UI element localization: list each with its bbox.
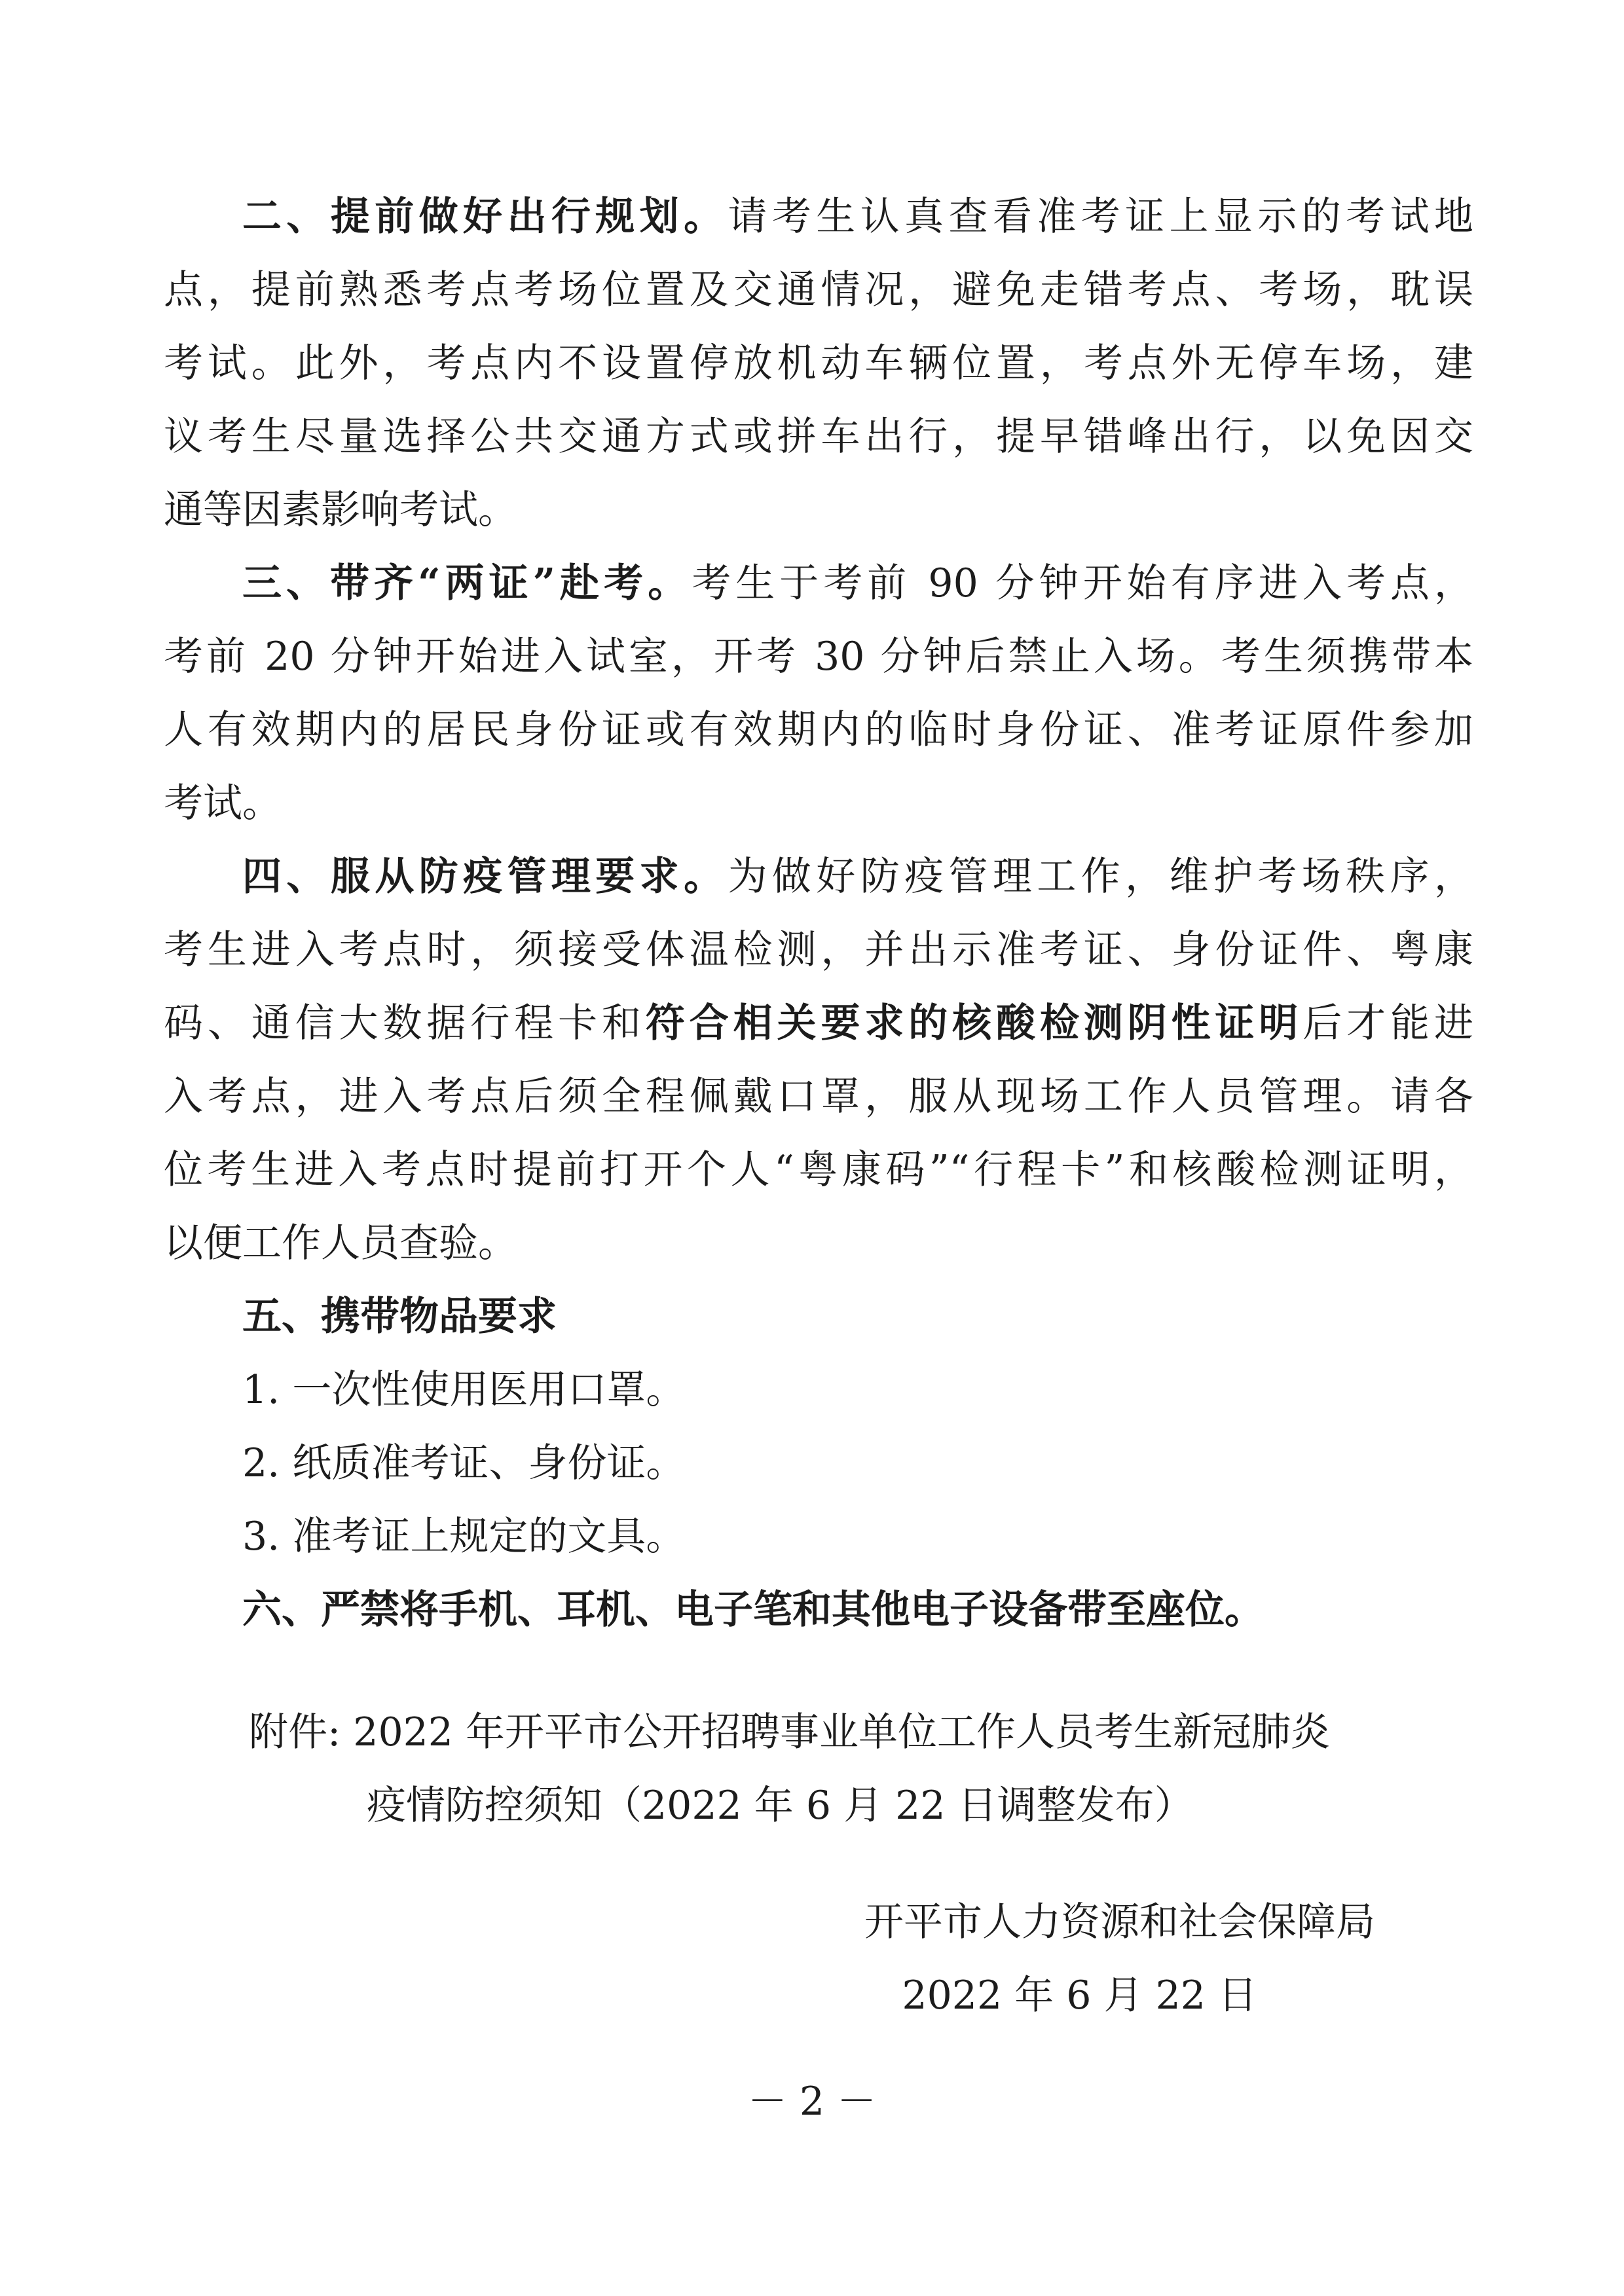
section-4-text-post: 后才能进 (1302, 1000, 1474, 1046)
section-2-line-3: 考试。此外，考点内不设置停放机动车辆位置，考点外无停车场，建 (164, 340, 1473, 386)
section-5-item-1: 1. 一次性使用医用口罩。 (242, 1367, 686, 1413)
section-4-heading: 四、服从防疫管理要求。 (242, 854, 728, 900)
section-5-item-2: 2. 纸质准考证、身份证。 (242, 1440, 686, 1486)
section-5-heading: 五、携带物品要求 (242, 1294, 557, 1339)
section-4-line-1 (242, 840, 1473, 913)
section-4-line-3 (164, 987, 1473, 1060)
section-3-line-2: 考前 20 分钟开始进入试室，开考 30 分钟后禁止入场。考生须携带本 (164, 634, 1473, 680)
attachment-line-2: 疫情防控须知（2022 年 6 月 22 日调整发布） (367, 1783, 1194, 1829)
section-3-line-1 (242, 547, 1473, 620)
issuing-organization: 开平市人力资源和社会保障局 (864, 1899, 1375, 1945)
section-2-line-5: 通等因素影响考试。 (164, 487, 517, 533)
section-4-line-5: 位考生进入考点时提前打开个人“粤康码”“行程卡”和核酸检测证明， (164, 1147, 1473, 1193)
section-4-text: 为做好防疫管理工作，维护考场秩序， (728, 854, 1474, 900)
section-4-line-4: 入考点，进入考点后须全程佩戴口罩，服从现场工作人员管理。请各 (164, 1074, 1473, 1120)
section-6-heading: 六、严禁将手机、耳机、电子笔和其他电子设备带至座位。 (242, 1587, 1264, 1633)
section-2-text: 请考生认真查看准考证上显示的考试地 (728, 194, 1474, 240)
section-3-line-3: 人有效期内的居民身份证或有效期内的临时身份证、准考证原件参加 (164, 707, 1473, 753)
section-3-line-4: 考试。 (164, 780, 282, 826)
section-3-text: 考生于考前 90 分钟开始有序进入考点， (692, 560, 1473, 606)
section-4-line-6: 以便工作人员查验。 (164, 1220, 517, 1266)
section-4-bold-requirement: 符合相关要求的核酸检测阴性证明 (645, 1000, 1303, 1046)
section-2-line-1 (242, 180, 1473, 253)
page-number: － 2 － (747, 2079, 877, 2124)
section-2-heading: 二、提前做好出行规划。 (242, 194, 728, 240)
section-5-item-3: 3. 准考证上规定的文具。 (242, 1514, 686, 1559)
issue-date: 2022 年 6 月 22 日 (902, 1973, 1257, 2018)
section-4-text-pre: 码、通信大数据行程卡和 (164, 1000, 646, 1046)
section-3-heading: 三、带齐“两证”赴考。 (242, 560, 692, 606)
section-4-line-2: 考生进入考点时，须接受体温检测，并出示准考证、身份证件、粤康 (164, 927, 1473, 973)
section-2-line-4: 议考生尽量选择公共交通方式或拼车出行，提早错峰出行，以免因交 (164, 414, 1473, 460)
attachment-line-1: 附件: 2022 年开平市公开招聘事业单位工作人员考生新冠肺炎 (249, 1709, 1331, 1755)
section-2-line-2: 点，提前熟悉考点考场位置及交通情况，避免走错考点、考场，耽误 (164, 267, 1473, 313)
